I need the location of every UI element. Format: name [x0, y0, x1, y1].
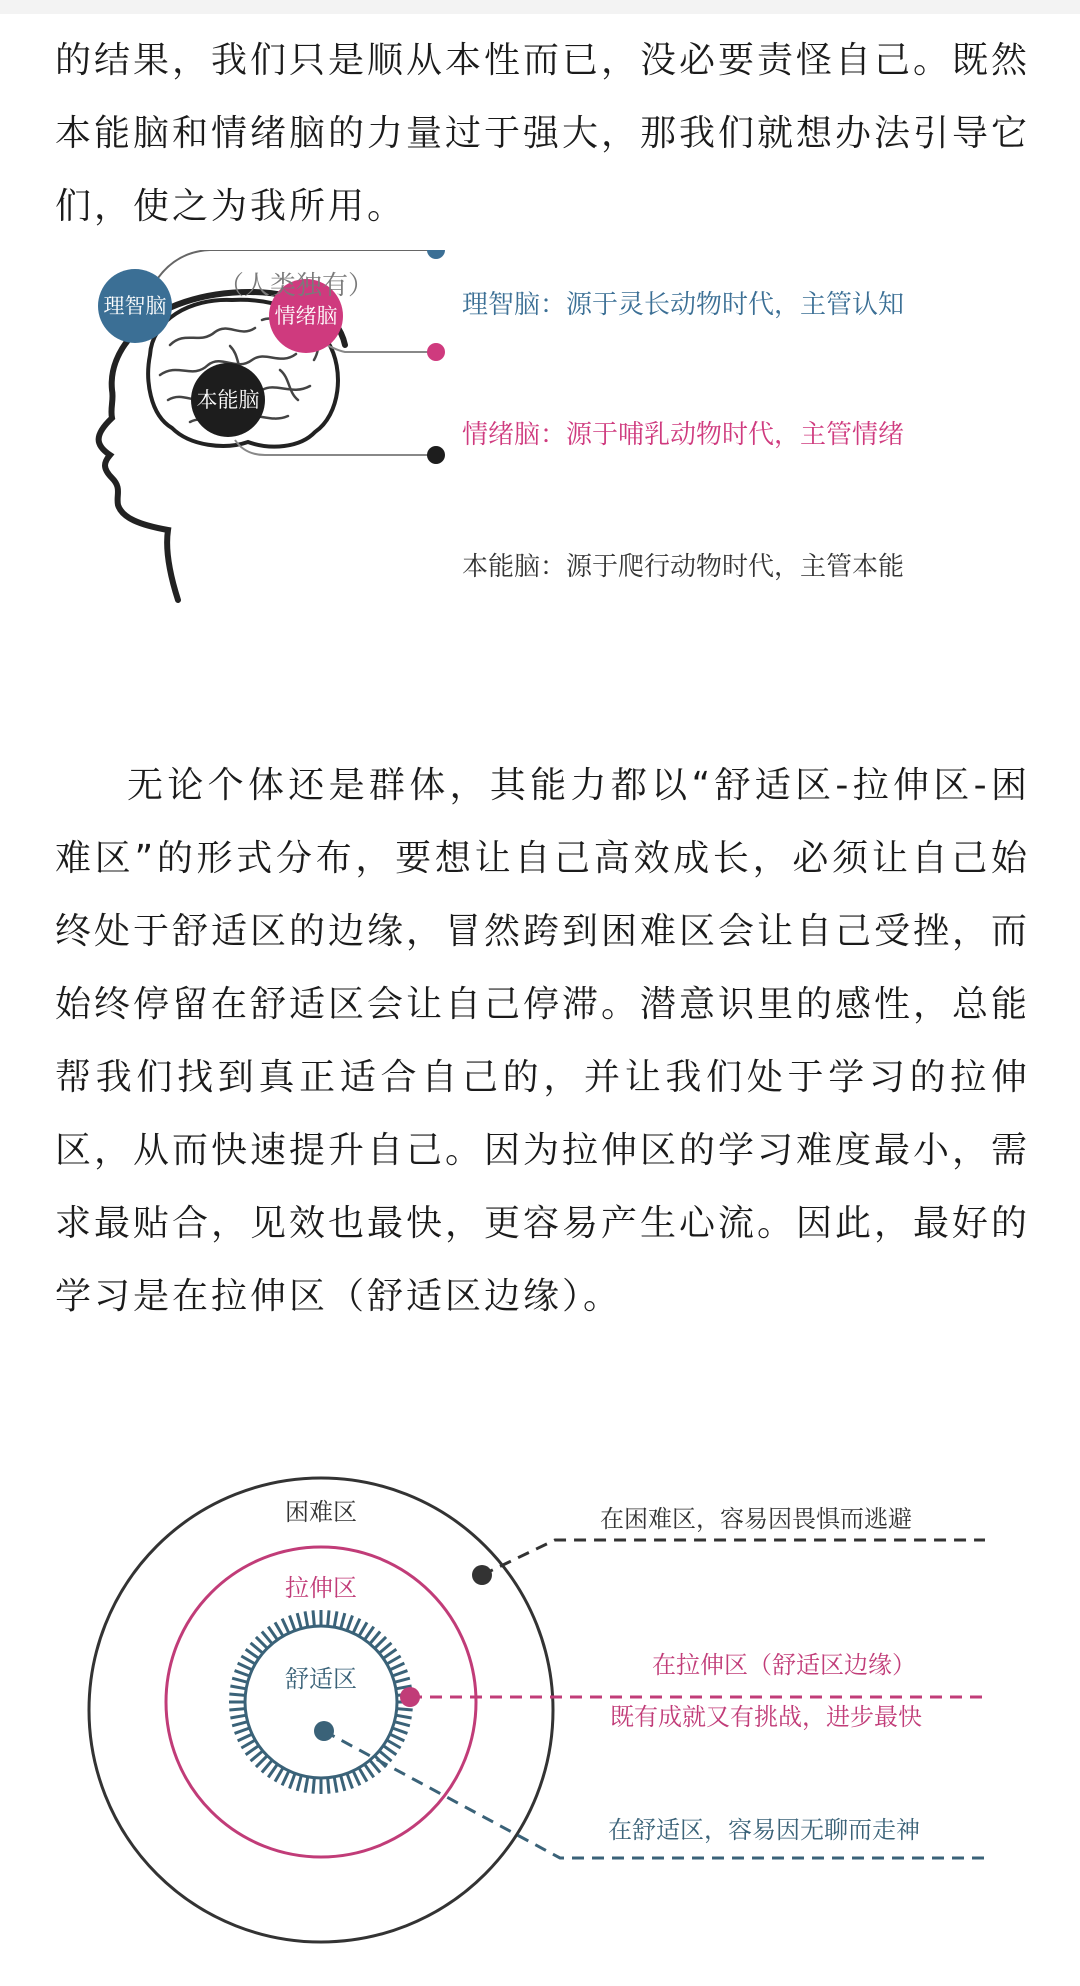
stretch-zone-label: 拉伸区 [285, 1574, 357, 1602]
comfort-tick [241, 1740, 255, 1748]
instinct-description: 本能脑：源于爬行动物时代，主管本能 [462, 552, 905, 582]
brain-labels [0, 270, 1080, 670]
comfort-tick [328, 1610, 329, 1626]
comfort-tick [238, 1663, 253, 1670]
comfort-tick [394, 1722, 409, 1726]
paragraph-1: 的结果，我们只是顺从本性而已，没必要责怪自己。既然本能脑和情绪脑的力量过于强大，那我们就想办法引导它们，使之为我所用。 [55, 40, 1031, 227]
comfort-tick [347, 1773, 352, 1788]
comfort-tick [232, 1722, 247, 1726]
comfort-tick [232, 1678, 247, 1682]
comfort-dot-icon [314, 1721, 334, 1741]
comfort-tick [241, 1656, 255, 1664]
comfort-tick [334, 1777, 337, 1793]
comfort-tick [365, 1627, 374, 1640]
comfort-tick [305, 1777, 308, 1793]
comfort-tick [230, 1715, 246, 1718]
difficult-dot-icon [472, 1565, 492, 1585]
comfort-tick [282, 1619, 289, 1634]
comfort-tick [353, 1619, 360, 1634]
comfort-tick [229, 1694, 245, 1695]
comfort-tick [341, 1613, 345, 1628]
comfort-tick [313, 1778, 314, 1794]
comfort-tick [334, 1611, 337, 1627]
rational-node-label: 理智脑 [103, 294, 167, 318]
comfort-tick [229, 1709, 245, 1710]
difficult-callout-text: 在困难区，容易因畏惧而逃避 [600, 1505, 912, 1533]
comfort-tick [383, 1649, 396, 1658]
stretch-dot-icon [400, 1687, 420, 1707]
comfort-tick [383, 1746, 396, 1755]
stretch-callout-title: 在拉伸区（舒适区边缘） [652, 1651, 916, 1679]
comfort-tick [275, 1622, 283, 1636]
comfort-zone-circle [245, 1626, 397, 1778]
comfort-tick [282, 1771, 289, 1786]
comfort-tick [387, 1740, 401, 1748]
comfort-callout-text: 在舒适区，容易因无聊而走神 [608, 1816, 920, 1844]
comfort-tick [313, 1610, 314, 1626]
comfort-tick [297, 1613, 301, 1628]
comfort-tick [397, 1709, 413, 1710]
comfort-tick [375, 1637, 386, 1648]
comfort-tick [238, 1734, 253, 1741]
comfort-tick [359, 1622, 367, 1636]
comfort-tick [256, 1756, 267, 1767]
comfort-tick [262, 1760, 272, 1772]
emotional-description: 情绪脑：源于哺乳动物时代，主管情绪 [462, 420, 905, 450]
exclusive-note: （人类独有） [218, 271, 375, 301]
comfort-tick [268, 1764, 277, 1777]
emotional-node-label: 情绪脑 [274, 304, 338, 328]
comfort-tick [379, 1751, 391, 1761]
comfort-tick [268, 1627, 277, 1640]
paragraph-2: 无论个体还是群体，其能力都以“舒适区-拉伸区-困难区”的形式分布，要想让自己高效成长，必须让自己始终处于舒适区的边缘，冒然跨到困难区会让自己受挫，而始终停留在舒适区会让自己停滞。潜意识里的感性，总能帮我们找到真正适合自己的，并让我们处于学习的拉伸区，从而快速提升自己。因为拉伸区的学习难度最小，需求最贴合，见效也最快，更容易产生心流。因此，最好的学习是在拉伸区（舒适区边缘）。 [55, 765, 1031, 1317]
comfort-tick [387, 1656, 401, 1664]
rational-dot-icon [427, 250, 445, 259]
comfort-tick [365, 1764, 374, 1777]
comfort-tick [297, 1775, 301, 1790]
comfort-tick [290, 1773, 295, 1788]
comfort-tick [379, 1643, 391, 1653]
difficult-callout-line [482, 1540, 985, 1575]
comfort-tick [246, 1746, 259, 1755]
comfort-tick [394, 1678, 409, 1682]
comfort-tick [246, 1649, 259, 1658]
comfort-tick [305, 1611, 308, 1627]
comfort-tick [392, 1728, 407, 1733]
comfort-tick [396, 1715, 412, 1718]
comfort-tick [370, 1632, 380, 1644]
comfort-tick [341, 1775, 345, 1790]
zone-figure [0, 1455, 1080, 1955]
instinct-node-label: 本能脑 [196, 388, 260, 412]
comfort-tick [275, 1768, 283, 1782]
comfort-tick [359, 1768, 367, 1782]
comfort-tick [235, 1728, 250, 1733]
stretch-callout-desc: 既有成就又有挑战，进步最快 [610, 1703, 922, 1731]
comfort-tick [251, 1643, 263, 1653]
comfort-tick [390, 1663, 405, 1670]
comfort-tick [262, 1632, 272, 1644]
rational-description: 理智脑：源于灵长动物时代，主管认知 [462, 290, 905, 320]
comfort-zone-label: 舒适区 [285, 1665, 357, 1693]
comfort-tick [392, 1671, 407, 1676]
comfort-tick [230, 1686, 246, 1689]
comfort-tick [290, 1616, 295, 1631]
comfort-tick [235, 1671, 250, 1676]
comfort-tick [328, 1778, 329, 1794]
top-divider [0, 0, 1080, 14]
comfort-tick [353, 1771, 360, 1786]
comfort-tick [347, 1616, 352, 1631]
comfort-tick [251, 1751, 263, 1761]
comfort-tick [256, 1637, 267, 1648]
difficult-zone-label: 困难区 [285, 1498, 357, 1526]
comfort-tick [390, 1734, 405, 1741]
